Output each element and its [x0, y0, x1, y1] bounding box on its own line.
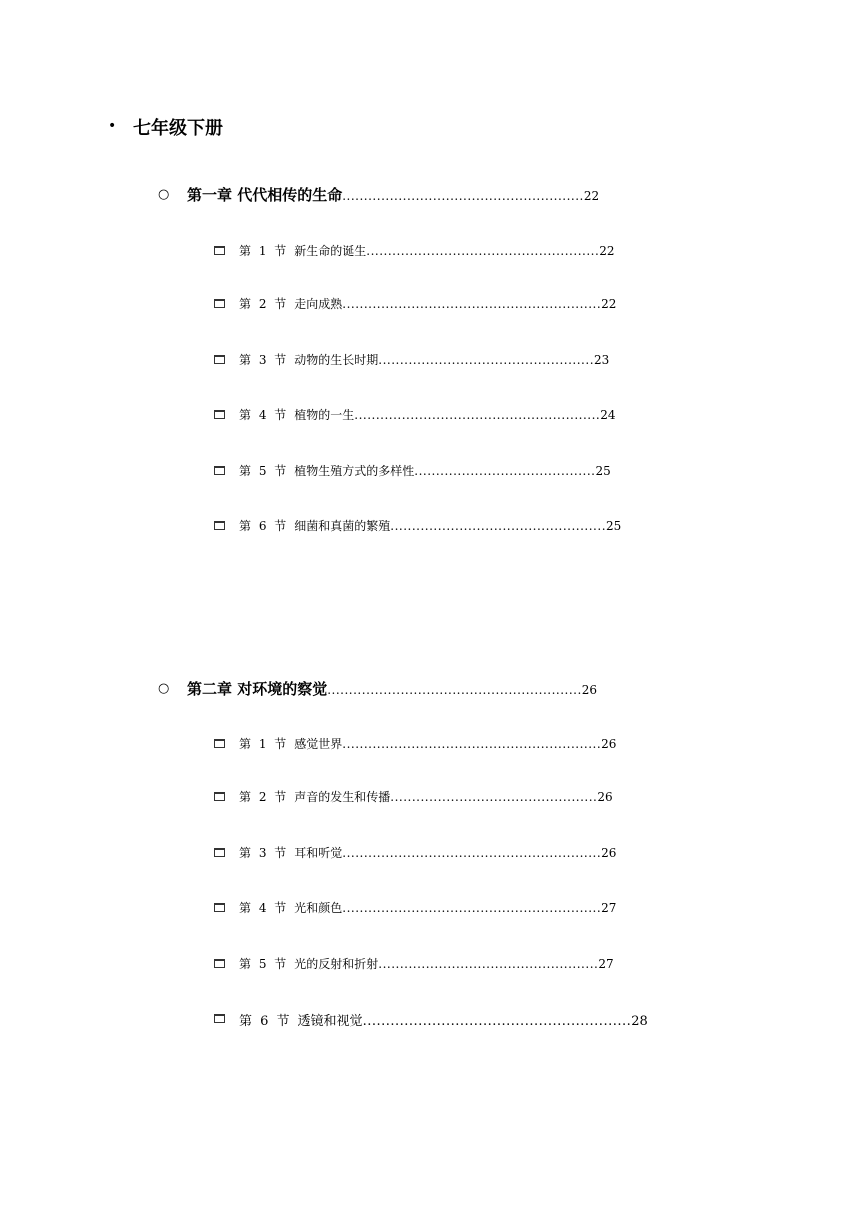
page-number: 27 [598, 957, 614, 971]
section-label: 第 1 节 [239, 244, 287, 258]
dot-leader: ............................................................ [342, 901, 602, 915]
page-number: 26 [601, 737, 617, 751]
folder-icon [214, 355, 225, 364]
section-label: 第 2 节 [239, 297, 287, 311]
chapter-entry[interactable] [187, 184, 599, 205]
section-name: 植物生殖方式的多样性 [294, 464, 415, 478]
dot-leader: ........................................................... [327, 683, 582, 697]
chapter-title: 第一章 代代相传的生命 [187, 186, 343, 204]
section-label: 第 5 节 [239, 464, 287, 478]
page-number: 26 [601, 846, 617, 860]
dot-leader: ............................................................ [342, 737, 602, 751]
folder-icon [214, 1014, 225, 1023]
chapter-title: 第二章 对环境的察觉 [187, 680, 328, 698]
dot-leader: ......................................................... [354, 408, 601, 422]
section-name: 透镜和视觉 [297, 1014, 363, 1029]
page-number: 22 [599, 244, 615, 258]
dot-leader: ............................................................ [342, 297, 602, 311]
page-number: 22 [583, 189, 600, 203]
section-entry[interactable] [239, 295, 616, 312]
section-entry[interactable] [239, 517, 621, 534]
section-name: 走向成熟 [294, 297, 343, 311]
folder-icon [214, 299, 225, 308]
section-name: 新生命的诞生 [294, 244, 367, 258]
dot-leader: ...................................................... [366, 244, 600, 258]
section-entry[interactable] [239, 406, 616, 423]
section-label: 第 3 节 [239, 846, 287, 860]
page-number: 25 [606, 519, 622, 533]
chapter-entry[interactable] [187, 678, 597, 699]
folder-icon [214, 903, 225, 912]
section-label: 第 2 节 [239, 790, 287, 804]
dot-leader: ........................................................ [342, 189, 584, 203]
section-label: 第 3 节 [239, 353, 287, 367]
page-number: 26 [581, 683, 598, 697]
dot-leader: .................................................. [378, 353, 595, 367]
folder-icon [214, 466, 225, 475]
page-number: 27 [601, 901, 617, 915]
page-number: 22 [601, 297, 617, 311]
chapter-bullet: ○ [158, 187, 170, 202]
folder-icon [214, 410, 225, 419]
section-name: 光和颜色 [294, 901, 343, 915]
dot-leader: ................................................ [390, 790, 598, 804]
volume-bullet: • [108, 118, 117, 134]
section-name: 动物的生长时期 [294, 353, 379, 367]
section-entry[interactable] [239, 955, 614, 972]
section-label: 第 6 节 [239, 1014, 290, 1029]
chapter-bullet: ○ [158, 681, 170, 696]
section-entry[interactable] [239, 351, 609, 368]
folder-icon [214, 959, 225, 968]
section-name: 光的反射和折射 [294, 957, 379, 971]
volume-title: 七年级下册 [133, 118, 223, 139]
section-name: 植物的一生 [294, 408, 355, 422]
dot-leader: ................................................... [378, 957, 599, 971]
page-number: 26 [597, 790, 613, 804]
folder-icon [214, 521, 225, 530]
section-name: 耳和听觉 [294, 846, 343, 860]
dot-leader: ............................................................ [342, 846, 602, 860]
page-number: 25 [595, 464, 611, 478]
section-label: 第 5 节 [239, 957, 287, 971]
dot-leader: .......................................................... [362, 1014, 632, 1029]
section-name: 声音的发生和传播 [294, 790, 391, 804]
section-label: 第 4 节 [239, 408, 287, 422]
section-name: 细菌和真菌的繁殖 [294, 519, 391, 533]
dot-leader: .................................................. [390, 519, 607, 533]
section-entry[interactable] [239, 899, 616, 916]
page-number: 23 [594, 353, 610, 367]
page-number: 24 [600, 408, 616, 422]
section-entry[interactable] [239, 1010, 648, 1029]
page-number: 28 [631, 1014, 648, 1029]
section-label: 第 6 节 [239, 519, 287, 533]
section-entry[interactable] [239, 462, 611, 479]
section-entry[interactable] [239, 735, 616, 752]
folder-icon [214, 792, 225, 801]
folder-icon [214, 848, 225, 857]
dot-leader: .......................................... [414, 464, 596, 478]
section-name: 感觉世界 [294, 737, 343, 751]
folder-icon [214, 739, 225, 748]
section-label: 第 4 节 [239, 901, 287, 915]
folder-icon [214, 246, 225, 255]
section-entry[interactable] [239, 844, 616, 861]
section-entry[interactable] [239, 788, 613, 805]
section-label: 第 1 节 [239, 737, 287, 751]
section-entry[interactable] [239, 242, 615, 259]
